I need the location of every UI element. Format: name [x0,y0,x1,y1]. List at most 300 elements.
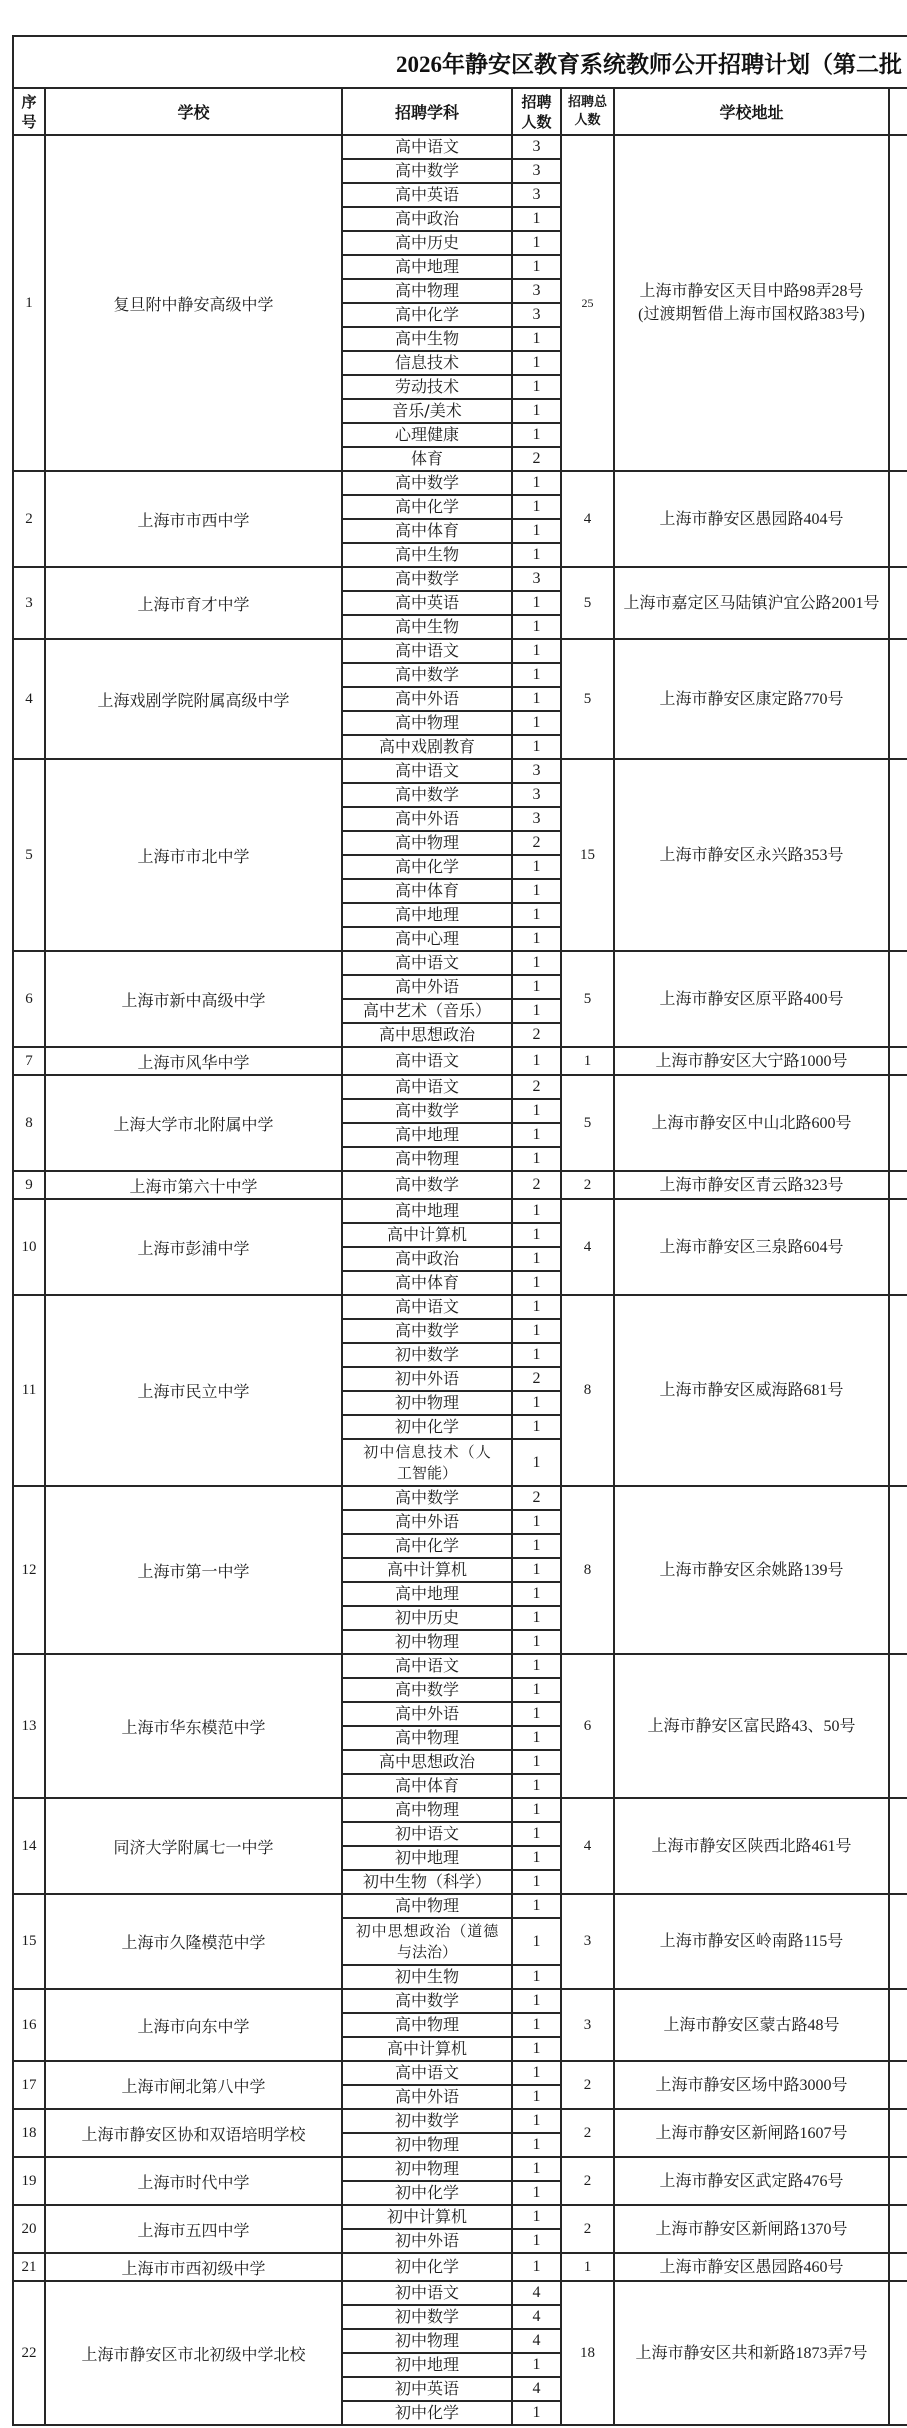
address-cell [614,2061,889,2109]
subject-cell [342,1558,512,1582]
subject-cell [342,2013,512,2037]
subject-label: 高中政治 [394,209,459,228]
subject-cell [342,639,512,663]
school-name-cell: 复旦附中静安高级中学 [45,135,342,471]
subject-cell [342,567,512,591]
total-count-cell: 4 [561,1798,614,1894]
address-line: 上海市静安区场中路3000号 [655,2076,848,2094]
subject-count-cell: 1 [512,1678,561,1702]
subject-count-cell: 1 [512,1415,561,1439]
subject-cell [342,2109,512,2133]
school-index-cell: 16 [13,1989,45,2061]
address-cell [614,2205,889,2253]
extra-column-cell [889,2109,907,2157]
school-index-cell: 20 [13,2205,45,2253]
subject-label: 初中外语 [394,2231,459,2250]
subject-cell [342,423,512,447]
address-line: 上海市静安区共和新路1873弄7号 [635,2344,868,2362]
address-cell [614,1171,889,1199]
subject-count-cell: 1 [512,951,561,975]
subject-label: 高中地理 [394,905,459,924]
subject-count-cell: 3 [512,303,561,327]
subject-count-cell: 1 [512,1965,561,1989]
subject-cell [342,591,512,615]
subject-cell [342,2205,512,2229]
school-name-cell: 上海市彭浦中学 [45,1199,342,1295]
subject-count-cell: 2 [512,1171,561,1199]
school-name-cell: 上海市久隆模范中学 [45,1894,342,1989]
total-count-cell: 5 [561,951,614,1047]
extra-column-cell [889,2281,907,2425]
subject-count-cell: 3 [512,279,561,303]
subject-label: 高中物理 [394,2015,459,2034]
subject-count-cell: 1 [512,1702,561,1726]
address-cell [614,1486,889,1654]
address-cell [614,2281,889,2425]
subject-count-cell: 2 [512,1367,561,1391]
subject-label: 高中地理 [394,1125,459,1144]
address-line: 上海市静安区新闸路1370号 [655,2220,848,2238]
subject-label: 初中外语 [394,1369,459,1388]
subject-cell [342,1486,512,1510]
subject-cell [342,1391,512,1415]
address-cell [614,2109,889,2157]
table-row [13,1199,907,1223]
table-row [13,1654,907,1678]
subject-cell [342,1894,512,1918]
subject-label: 高中物理 [394,713,459,732]
total-count-cell: 4 [561,1199,614,1295]
subject-label: 初中历史 [394,1608,459,1627]
header-total [561,88,614,135]
subject-label: 高中体育 [394,521,459,540]
subject-cell [342,783,512,807]
extra-column-cell [889,1171,907,1199]
subject-count-cell: 1 [512,1319,561,1343]
table-row [13,759,907,783]
subject-cell [342,855,512,879]
subject-count-cell: 1 [512,1199,561,1223]
subject-count-cell: 1 [512,1582,561,1606]
school-name-cell: 上海市风华中学 [45,1047,342,1075]
school-index-cell: 18 [13,2109,45,2157]
address-cell [614,1047,889,1075]
subject-label: 高中政治 [394,1249,459,1268]
subject-cell [342,2229,512,2253]
subject-label: 高中外语 [394,1512,459,1531]
subject-count-cell: 4 [512,2329,561,2353]
subject-cell [342,1343,512,1367]
extra-column-cell [889,2061,907,2109]
total-count-cell: 1 [561,1047,614,1075]
total-count-cell: 2 [561,1171,614,1199]
subject-count-cell: 1 [512,975,561,999]
subject-label: 初中物理 [394,2135,459,2154]
subject-label: 高中数学 [394,1321,459,1340]
subject-cell [342,1319,512,1343]
subject-cell [342,1918,512,1965]
subject-label: 高中计算机 [386,2039,467,2058]
subject-cell [342,1271,512,1295]
address-cell [614,639,889,759]
subject-count-cell: 1 [512,1798,561,1822]
address-cell [614,567,889,639]
address-cell [614,1894,889,1989]
address-cell [614,135,889,471]
subject-count-cell: 1 [512,2133,561,2157]
total-count-cell: 2 [561,2061,614,2109]
subject-label: 初中计算机 [386,2207,467,2226]
address-line: 上海市静安区愚园路404号 [659,510,844,528]
total-count-cell: 6 [561,1654,614,1798]
subject-label: 高中语文 [394,137,459,156]
subject-label: 高中物理 [394,833,459,852]
subject-label: 初中化学 [394,2183,459,2202]
subject-count-cell: 1 [512,1147,561,1171]
school-index-cell: 7 [13,1047,45,1075]
subject-label: 高中数学 [394,1991,459,2010]
address-line: 上海市静安区新闸路1607号 [655,2124,848,2142]
school-name-cell: 上海市民立中学 [45,1295,342,1486]
subject-label: 高中数学 [394,1680,459,1699]
subject-count-cell: 1 [512,1870,561,1894]
subject-label: 初中化学 [394,2257,459,2276]
subject-label: 高中计算机 [386,1560,467,1579]
school-name-cell: 上海市第一中学 [45,1486,342,1654]
school-index-cell: 13 [13,1654,45,1798]
school-index-cell: 9 [13,1171,45,1199]
header-extra-column [889,88,907,135]
subject-cell [342,735,512,759]
table-row [13,639,907,663]
table-row [13,1486,907,1510]
subject-label: 高中地理 [394,1584,459,1603]
subject-label: 高中计算机 [386,1225,467,1244]
subject-count-cell: 2 [512,1075,561,1099]
subject-count-cell: 1 [512,2037,561,2061]
subject-label: 高中化学 [394,857,459,876]
subject-count-cell: 1 [512,591,561,615]
subject-label: 高中物理 [394,1800,459,1819]
subject-count-cell: 1 [512,1439,561,1486]
subject-count-cell: 1 [512,2085,561,2109]
subject-label: 高中体育 [394,1273,459,1292]
subject-count-cell: 1 [512,687,561,711]
subject-count-cell: 1 [512,375,561,399]
table-row [13,1894,907,1918]
extra-column-cell [889,471,907,567]
subject-label: 心理健康 [394,425,459,444]
subject-cell [342,951,512,975]
subject-count-cell: 4 [512,2281,561,2305]
subject-cell [342,1439,512,1486]
subject-count-cell: 1 [512,2253,561,2281]
school-index-cell: 2 [13,471,45,567]
subject-count-cell: 1 [512,879,561,903]
header-row [13,88,907,135]
header-count-label: 招聘人数 [521,92,552,131]
table-row [13,2205,907,2229]
subject-label: 初中物理 [394,1393,459,1412]
school-index-cell: 19 [13,2157,45,2205]
subject-label: 音乐/美术 [392,401,462,420]
subject-count-cell: 1 [512,2401,561,2425]
total-count-cell: 25 [561,135,614,471]
subject-count-cell: 1 [512,255,561,279]
subject-label: 初中地理 [394,1848,459,1867]
subject-cell [342,999,512,1023]
subject-cell [342,2401,512,2425]
school-index-cell: 21 [13,2253,45,2281]
table-body [13,135,907,2425]
subject-label: 高中数学 [394,785,459,804]
subject-label: 高中地理 [394,257,459,276]
subject-count-cell: 3 [512,807,561,831]
subject-count-cell: 1 [512,2061,561,2085]
subject-count-cell: 2 [512,831,561,855]
subject-cell [342,2329,512,2353]
subject-count-cell: 2 [512,1486,561,1510]
address-cell [614,1654,889,1798]
address-line: 上海市静安区余姚路139号 [659,1561,844,1579]
school-index-cell: 5 [13,759,45,951]
subject-label: 高中数学 [394,1175,459,1194]
school-name-cell: 上海市市西初级中学 [45,2253,342,2281]
extra-column-cell [889,1295,907,1486]
subject-count-cell: 1 [512,327,561,351]
school-index-cell: 17 [13,2061,45,2109]
subject-count-cell: 1 [512,1726,561,1750]
subject-count-cell: 1 [512,1295,561,1319]
subject-count-cell: 1 [512,471,561,495]
subject-cell [342,1075,512,1099]
subject-label: 高中思想政治 [378,1752,475,1771]
table-row [13,567,907,591]
address-cell [614,1989,889,2061]
subject-count-cell: 3 [512,159,561,183]
subject-label: 高中语文 [394,953,459,972]
subject-count-cell: 1 [512,2181,561,2205]
subject-cell [342,1123,512,1147]
subject-count-cell: 1 [512,1846,561,1870]
subject-label: 高中语文 [394,1051,459,1070]
subject-label: 高中外语 [394,689,459,708]
address-note: (过渡期暂借上海市国权路383号) [638,306,865,323]
subject-cell [342,1989,512,2013]
subject-count-cell: 1 [512,2013,561,2037]
subject-label: 高中语文 [394,641,459,660]
address-line: 上海市静安区武定路476号 [659,2172,844,2190]
table-row [13,1798,907,1822]
total-count-cell: 5 [561,639,614,759]
subject-label: 高中语文 [394,761,459,780]
address-cell [614,1075,889,1171]
subject-cell [342,1023,512,1047]
school-index-cell: 15 [13,1894,45,1989]
subject-label: 高中英语 [394,593,459,612]
subject-cell [342,2061,512,2085]
table-row [13,1075,907,1099]
subject-label: 高中语文 [394,1656,459,1675]
table-row [13,2281,907,2305]
extra-column-cell [889,1047,907,1075]
address-line: 上海市静安区陕西北路461号 [651,1837,852,1855]
subject-label: 高中数学 [394,473,459,492]
header-count [512,88,561,135]
subject-cell [342,2037,512,2061]
school-name-cell: 上海市市北中学 [45,759,342,951]
extra-column-cell [889,1798,907,1894]
table-row [13,1989,907,2013]
subject-cell [342,207,512,231]
subject-label: 初中化学 [394,2403,459,2422]
recruitment-plan-table [12,35,907,2426]
subject-count-cell: 1 [512,855,561,879]
subject-label: 高中地理 [394,1201,459,1220]
subject-count-cell: 1 [512,639,561,663]
extra-column-cell [889,1654,907,1798]
subject-cell [342,351,512,375]
subject-cell [342,2253,512,2281]
subject-label: 高中语文 [394,1297,459,1316]
subject-count-cell: 1 [512,1630,561,1654]
school-index-cell: 4 [13,639,45,759]
school-index-cell: 11 [13,1295,45,1486]
extra-column-cell [889,2205,907,2253]
address-cell [614,2253,889,2281]
subject-count-cell: 1 [512,543,561,567]
subject-count-cell: 1 [512,1223,561,1247]
subject-count-cell: 1 [512,1989,561,2013]
subject-cell [342,1750,512,1774]
subject-count-cell: 1 [512,1822,561,1846]
subject-cell [342,1415,512,1439]
address-cell [614,471,889,567]
table-row [13,951,907,975]
subject-count-cell: 3 [512,567,561,591]
total-count-cell: 18 [561,2281,614,2425]
subject-count-cell: 4 [512,2305,561,2329]
subject-label: 高中体育 [394,881,459,900]
subject-count-cell: 1 [512,927,561,951]
school-name-cell: 上海市时代中学 [45,2157,342,2205]
subject-cell [342,399,512,423]
subject-label: 高中数学 [394,665,459,684]
subject-label: 高中生物 [394,617,459,636]
subject-cell [342,1367,512,1391]
subject-label: 劳动技术 [394,377,459,396]
school-name-cell: 上海市五四中学 [45,2205,342,2253]
total-count-cell: 4 [561,471,614,567]
subject-cell [342,1702,512,1726]
subject-cell [342,711,512,735]
extra-column-cell [889,1989,907,2061]
total-count-cell: 2 [561,2109,614,2157]
subject-count-cell: 1 [512,2353,561,2377]
subject-cell [342,663,512,687]
subject-label: 高中历史 [394,233,459,252]
subject-label: 高中物理 [394,1896,459,1915]
extra-column-cell [889,759,907,951]
subject-count-cell: 1 [512,1271,561,1295]
subject-count-cell: 1 [512,1654,561,1678]
subject-cell [342,2281,512,2305]
subject-label: 信息技术 [394,353,459,372]
subject-cell [342,1510,512,1534]
subject-label: 体育 [410,449,443,468]
school-name-cell: 上海市向东中学 [45,1989,342,2061]
subject-label: 高中艺术（音乐） [362,1001,491,1020]
school-index-cell: 6 [13,951,45,1047]
extra-column-cell [889,1894,907,1989]
subject-count-cell: 1 [512,1918,561,1965]
table-row [13,1171,907,1199]
subject-label: 高中外语 [394,977,459,996]
subject-count-cell: 1 [512,1510,561,1534]
subject-label: 初中信息技术（人工智能） [363,1442,491,1482]
header-subject: 招聘学科 [342,88,512,135]
subject-cell [342,1099,512,1123]
table-row [13,1295,907,1319]
address-line: 上海市静安区原平路400号 [659,990,844,1008]
subject-cell [342,1047,512,1075]
subject-count-cell: 1 [512,1391,561,1415]
subject-label: 高中语文 [394,1077,459,1096]
subject-count-cell: 2 [512,1023,561,1047]
subject-cell [342,975,512,999]
subject-cell [342,159,512,183]
extra-column-cell [889,135,907,471]
subject-label: 高中外语 [394,809,459,828]
subject-cell [342,327,512,351]
subject-cell [342,927,512,951]
subject-label: 初中化学 [394,1417,459,1436]
subject-cell [342,519,512,543]
subject-cell [342,183,512,207]
address-line: 上海市静安区岭南路115号 [659,1933,844,1950]
total-count-cell: 8 [561,1295,614,1486]
subject-label: 高中化学 [394,305,459,324]
subject-cell [342,2085,512,2109]
address-line: 上海市静安区中山北路600号 [651,1114,852,1132]
address-cell [614,759,889,951]
school-name-cell: 上海市闸北第八中学 [45,2061,342,2109]
school-index-cell: 22 [13,2281,45,2425]
total-count-cell: 2 [561,2205,614,2253]
subject-count-cell: 1 [512,1750,561,1774]
subject-label: 高中数学 [394,1488,459,1507]
subject-cell [342,687,512,711]
table-title: 2026年静安区教育系统教师公开招聘计划（第二批 [13,36,907,88]
extra-column-cell [889,951,907,1047]
subject-count-cell: 1 [512,231,561,255]
subject-cell [342,1798,512,1822]
subject-label: 初中数学 [394,1345,459,1364]
table-row [13,2109,907,2133]
subject-count-cell: 1 [512,495,561,519]
subject-cell [342,543,512,567]
table-row [13,2253,907,2281]
subject-label: 初中语文 [394,1824,459,1843]
subject-cell [342,1774,512,1798]
subject-cell [342,1171,512,1199]
total-count-cell: 8 [561,1486,614,1654]
subject-count-cell: 1 [512,2205,561,2229]
subject-cell [342,1726,512,1750]
subject-cell [342,2353,512,2377]
subject-label: 高中英语 [394,185,459,204]
subject-label: 初中物理 [394,2331,459,2350]
